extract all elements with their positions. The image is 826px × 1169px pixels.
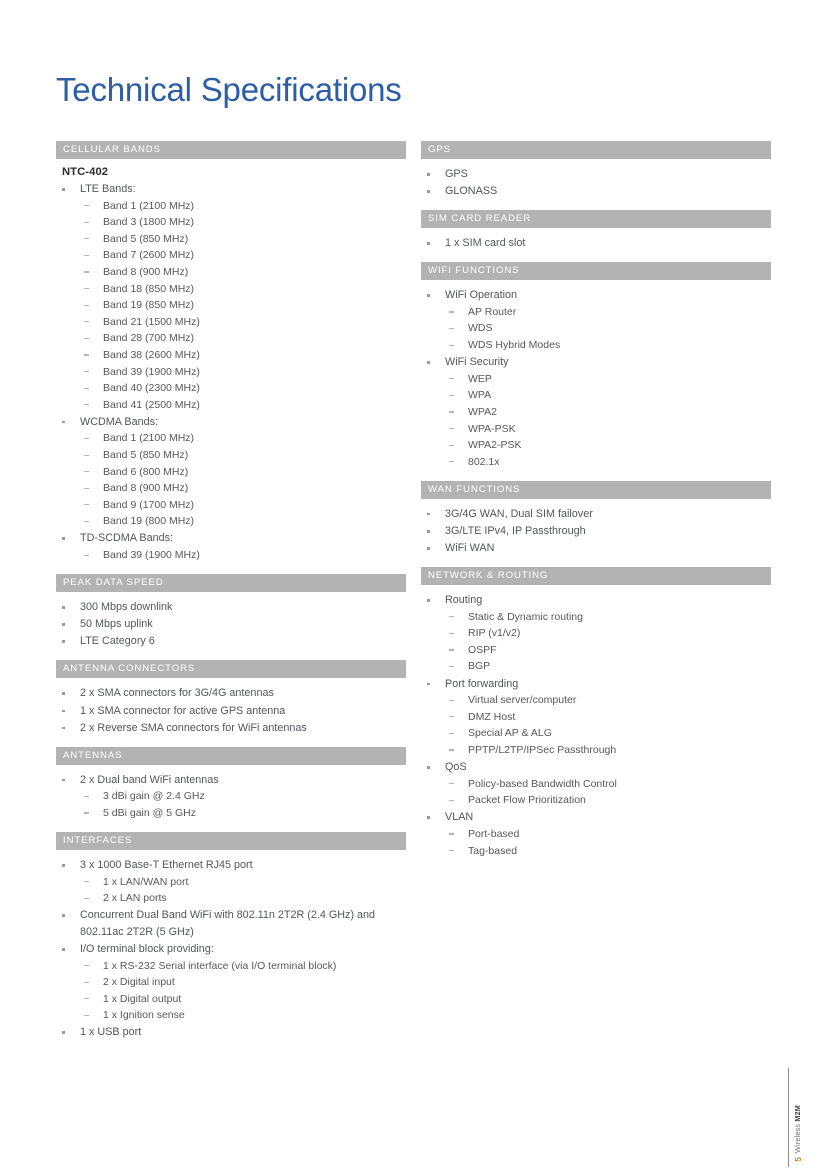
bullet-dash-icon [84,471,89,472]
spec-section [56,660,406,746]
spec-list [56,772,406,822]
sublist-item [80,364,406,381]
sublist-item [80,397,406,414]
list-item-label: WCDMA Bands: [80,415,158,428]
footer-divider [788,1068,789,1167]
list-item-label: 1 x SMA connector for active GPS antenna [80,704,286,717]
bullet-dash-icon [84,898,89,899]
sublist-item-label: Policy-based Bandwidth Control [468,777,617,790]
bullet-square-icon [62,914,65,917]
spec-section [56,747,406,832]
list-item-label: WiFi Security [445,356,509,369]
bullet-square-icon [62,188,65,191]
list-item-label: 3 x 1000 Base-T Ethernet RJ45 port [80,859,253,871]
bullet-square-icon [427,683,430,686]
bullet-dash-icon [449,328,454,329]
section-body [56,592,406,660]
bullet-dash-icon [84,371,89,372]
sublist-item-label: 2 x Digital input [103,976,175,989]
bullet-dash-icon [449,445,454,446]
sublist-item-label: Tag-based [468,844,518,857]
list-item-label: 1 x USB port [80,1026,142,1039]
sublist-item [445,642,771,659]
bullet-dash-icon [84,455,89,456]
spec-sublist [445,776,771,809]
spec-section [56,141,406,574]
bullet-dash-icon [449,378,454,379]
sublist-item-label: Band 19 (800 MHz) [103,515,195,528]
bullet-dash-icon [84,255,89,256]
list-item-label: LTE Bands: [80,183,136,195]
section-header-bar: CELLULAR BANDS [56,141,406,159]
sublist-item [80,231,406,248]
sublist-item-label: Band 21 (1500 MHz) [103,315,200,328]
sublist-item [80,330,406,347]
sublist-item-label: Band 3 (1800 MHz) [103,216,195,229]
sublist-item-label: Band 9 (1700 MHz) [103,498,195,511]
bullet-dash-icon [84,354,89,355]
page-number: 5 [793,1157,803,1162]
spec-sublist [80,198,406,414]
bullet-dash-icon [84,271,89,272]
spec-section [421,210,771,262]
bullet-dash-icon [84,504,89,505]
sublist-item-label: Band 19 (850 MHz) [103,299,195,312]
bullet-dash-icon [449,733,454,734]
spec-section [421,262,771,481]
sublist-item [80,447,406,464]
page-title: Technical Specifications [56,71,402,109]
bullet-dash-icon [449,345,454,346]
sublist-item [80,430,406,447]
spec-sublist [80,547,406,564]
bullet-dash-icon [84,998,89,999]
section-body [421,499,771,567]
sublist-item-label: Band 18 (850 MHz) [103,282,195,295]
section-body [421,585,771,870]
sublist-item [80,214,406,231]
sublist-item [445,421,771,438]
bullet-dash-icon [449,616,454,617]
sublist-item [445,792,771,809]
bullet-dash-icon [449,633,454,634]
sublist-item-label: WDS [468,322,493,335]
list-item [421,506,771,523]
spec-section [421,567,771,870]
section-header-bar: GPS [421,141,771,159]
sublist-item [445,454,771,471]
sublist-item-label: WPA2-PSK [468,439,522,452]
list-item [421,592,771,675]
bullet-dash-icon [84,965,89,966]
sublist-item [445,742,771,759]
list-item [56,181,406,413]
footer-branding [794,1080,820,1162]
bullet-square-icon [62,537,65,540]
sublist-item [445,337,771,354]
section-body [421,280,771,481]
list-item-label: 50 Mbps uplink [80,618,153,631]
list-item-label: GLONASS [445,185,498,198]
sublist-item-label: Static & Dynamic routing [468,610,583,623]
sublist-item-label: WDS Hybrid Modes [468,339,561,352]
list-item-label: LTE Category 6 [80,635,155,648]
sublist-item [445,658,771,675]
spec-sublist [445,692,771,758]
bullet-dash-icon [449,395,454,396]
sublist-item [445,609,771,626]
section-header-bar: INTERFACES [56,832,406,850]
spec-sublist [445,371,771,471]
sublist-item [80,788,406,805]
section-header-bar: PEAK DATA SPEED [56,574,406,592]
bullet-square-icon [427,294,430,297]
list-item-label: TD-SCDMA Bands: [80,532,173,545]
bullet-square-icon [427,530,430,533]
sublist-item [80,314,406,331]
list-item [421,354,771,470]
list-item-label: Port forwarding [445,677,519,690]
bullet-dash-icon [84,222,89,223]
sublist-item-label: WPA [468,389,492,402]
list-item-label: 1 x SIM card slot [445,237,526,250]
sublist-item-label: DMZ Host [468,710,516,723]
sublist-item [445,387,771,404]
sublist-item [445,404,771,421]
sublist-item-label: Band 8 (900 MHz) [103,482,189,495]
spec-list [56,685,406,736]
sublist-item [445,826,771,843]
sublist-item [80,480,406,497]
list-item-label: WiFi Operation [445,289,517,302]
bullet-dash-icon [449,411,454,412]
bullet-dash-icon [84,404,89,405]
spec-sublist [445,609,771,675]
sublist-item-label: Special AP & ALG [468,727,552,740]
bullet-dash-icon [449,833,454,834]
bullet-square-icon [62,779,65,782]
bullet-dash-icon [84,388,89,389]
list-item [421,166,771,183]
sublist-item [80,198,406,215]
section-body [56,850,406,1052]
bullet-dash-icon [84,982,89,983]
section-body [421,159,771,210]
bullet-square-icon [62,623,65,626]
list-item [56,703,406,720]
spec-sublist [445,304,771,354]
footer-brand-bold: M2M [793,1105,802,1122]
sublist-item [80,805,406,822]
sublist-item [80,958,406,975]
sublist-item [80,974,406,991]
sublist-item [445,625,771,642]
bullet-dash-icon [84,321,89,322]
sublist-item [80,264,406,281]
list-item [56,1024,406,1041]
sublist-item [80,297,406,314]
bullet-square-icon [427,242,430,245]
bullet-dash-icon [84,555,89,556]
sublist-item [80,513,406,530]
sublist-item [80,281,406,298]
list-item-label: Concurrent Dual Band WiFi with 802.11n 2T2R (2.4 GHz) and 802.11ac 2T2R (5 GHz) [80,909,376,938]
spec-sublist [80,430,406,530]
section-header-bar: WIFI FUNCTIONS [421,262,771,280]
spec-sublist [80,874,406,907]
sublist-item [80,497,406,514]
bullet-dash-icon [449,311,454,312]
bullet-dash-icon [449,700,454,701]
sublist-item-label: WEP [468,372,492,385]
list-item [421,809,771,859]
sublist-item-label: BGP [468,660,491,673]
spec-list [56,599,406,650]
sublist-item [80,1007,406,1024]
spec-sublist [80,788,406,821]
sublist-item [80,991,406,1008]
sublist-item [80,247,406,264]
bullet-dash-icon [449,649,454,650]
bullet-square-icon [427,599,430,602]
spec-section [421,481,771,567]
sublist-item-label: 1 x RS-232 Serial interface (via I/O terminal block) [103,959,337,972]
sublist-item-label: WPA2 [468,405,497,418]
bullet-dash-icon [84,338,89,339]
sublist-item-label: 1 x Ignition sense [103,1009,185,1022]
sublist-item-label: 802.1x [468,455,500,468]
list-item-label: GPS [445,168,468,180]
sublist-item-label: OSPF [468,643,497,656]
spec-list [56,857,406,1041]
bullet-dash-icon [84,881,89,882]
spec-sublist [80,958,406,1024]
bullet-dash-icon [84,305,89,306]
spec-list [421,287,771,470]
bullet-dash-icon [449,783,454,784]
spec-list [56,181,406,564]
sublist-item-label: 1 x Digital output [103,992,182,1005]
bullet-dash-icon [84,488,89,489]
sublist-item [80,347,406,364]
sublist-item [445,709,771,726]
list-item [421,287,771,353]
list-item [421,183,771,200]
sublist-item-label: Band 5 (850 MHz) [103,449,189,461]
sublist-item-label: Band 1 (2100 MHz) [103,199,195,212]
sublist-item [445,692,771,709]
bullet-dash-icon [84,205,89,206]
sublist-item-label: AP Router [468,305,517,318]
section-body [421,228,771,262]
section-body [56,159,406,574]
section-body [56,765,406,832]
sublist-item [445,371,771,388]
sublist-item [445,304,771,321]
sublist-item-label: WPA-PSK [468,422,516,435]
list-item [56,633,406,650]
bullet-dash-icon [449,461,454,462]
list-item [56,616,406,633]
bullet-dash-icon [449,428,454,429]
specifications-columns [0,141,826,1052]
list-item [56,772,406,822]
list-item [56,414,406,530]
bullet-square-icon [427,816,430,819]
bullet-square-icon [62,948,65,951]
bullet-square-icon [427,361,430,364]
sublist-item-label: Band 5 (850 MHz) [103,232,189,245]
sublist-item-label: Band 8 (900 MHz) [103,265,189,278]
sublist-item-label: PPTP/L2TP/IPSec Passthrough [468,743,617,756]
bullet-dash-icon [84,1015,89,1016]
bullet-square-icon [62,692,65,695]
sublist-item [80,890,406,907]
spec-list [421,166,771,200]
spec-list [421,235,771,252]
bullet-square-icon [62,710,65,713]
section-header-bar: SIM CARD READER [421,210,771,228]
left-column [56,141,406,1052]
sublist-item-label: 5 dBi gain @ 5 GHz [103,806,196,819]
list-item [421,676,771,759]
sublist-item [445,725,771,742]
list-item [56,599,406,616]
sublist-item-label: Band 28 (700 MHz) [103,332,195,345]
bullet-dash-icon [449,716,454,717]
bullet-square-icon [62,727,65,730]
bullet-square-icon [427,190,430,193]
footer-brand-text [794,1105,801,1153]
right-column [421,141,771,1052]
list-item-label: 2 x Reverse SMA connectors for WiFi antennas [80,721,307,734]
sublist-item-label: Band 40 (2300 MHz) [103,382,200,395]
bullet-square-icon [427,766,430,769]
bullet-dash-icon [84,521,89,522]
bullet-square-icon [62,606,65,609]
sublist-item [80,547,406,564]
sublist-item [445,843,771,860]
spec-section [421,141,771,210]
footer-brand-prefix: Wireless [793,1121,802,1154]
section-header-bar: WAN FUNCTIONS [421,481,771,499]
bullet-dash-icon [84,238,89,239]
list-item-label: I/O terminal block providing: [80,942,214,955]
bullet-dash-icon [84,812,89,813]
spec-sublist [445,826,771,859]
sublist-item [445,320,771,337]
sublist-item-label: RIP (v1/v2) [468,627,521,640]
sublist-item-label: Band 39 (1900 MHz) [103,549,200,562]
list-item [56,941,406,1024]
sublist-item [80,874,406,891]
list-item [56,857,406,907]
bullet-square-icon [62,864,65,867]
sublist-item-label: Band 6 (800 MHz) [103,465,189,478]
list-item-label: QoS [445,761,467,774]
list-item [421,523,771,540]
sublist-item-label: Band 7 (2600 MHz) [103,249,195,262]
sublist-item [80,464,406,481]
bullet-dash-icon [449,666,454,667]
list-item [56,907,406,940]
sublist-item-label: Band 38 (2600 MHz) [103,348,200,361]
sublist-item [445,437,771,454]
bullet-dash-icon [84,796,89,797]
spec-section [56,832,406,1052]
sublist-item [80,380,406,397]
section-body [56,678,406,746]
bullet-square-icon [62,1031,65,1034]
list-item-label: VLAN [445,811,474,824]
bullet-dash-icon [84,438,89,439]
sublist-item-label: Band 1 (2100 MHz) [103,432,195,445]
list-item-label: 2 x Dual band WiFi antennas [80,773,219,786]
list-item-label: 2 x SMA connectors for 3G/4G antennas [80,687,274,700]
list-item [56,685,406,702]
list-item-label: 3G/4G WAN, Dual SIM failover [445,507,593,520]
bullet-square-icon [62,421,65,424]
sublist-item-label: 2 x LAN ports [103,892,167,905]
list-item [56,720,406,737]
bullet-square-icon [427,547,430,550]
spec-section [56,574,406,660]
list-item-label: Routing [445,594,483,607]
bullet-dash-icon [449,850,454,851]
section-header-bar: ANTENNA CONNECTORS [56,660,406,678]
section-header-bar: ANTENNAS [56,747,406,765]
list-item [56,530,406,563]
sublist-item-label: Virtual server/computer [468,694,577,707]
bullet-dash-icon [449,749,454,750]
spec-list [421,592,771,859]
list-item [421,540,771,557]
sublist-item-label: Band 39 (1900 MHz) [103,365,200,378]
model-subtitle: NTC-402 [62,166,109,178]
section-header-bar: NETWORK & ROUTING [421,567,771,585]
sublist-item-label: Band 41 (2500 MHz) [103,398,200,411]
bullet-dash-icon [84,288,89,289]
list-item-label: WiFi WAN [445,542,495,554]
bullet-square-icon [427,513,430,516]
bullet-square-icon [62,640,65,643]
list-item [421,759,771,809]
sublist-item-label: 3 dBi gain @ 2.4 GHz [103,790,205,803]
sublist-item-label: 1 x LAN/WAN port [103,875,189,888]
spec-list [421,506,771,557]
sublist-item-label: Packet Flow Prioritization [468,794,586,807]
list-item-label: 300 Mbps downlink [80,601,173,614]
bullet-square-icon [427,173,430,176]
list-item-label: 3G/LTE IPv4, IP Passthrough [445,524,586,537]
sublist-item [445,776,771,793]
bullet-dash-icon [449,800,454,801]
sublist-item-label: Port-based [468,827,520,840]
list-item [421,235,771,252]
